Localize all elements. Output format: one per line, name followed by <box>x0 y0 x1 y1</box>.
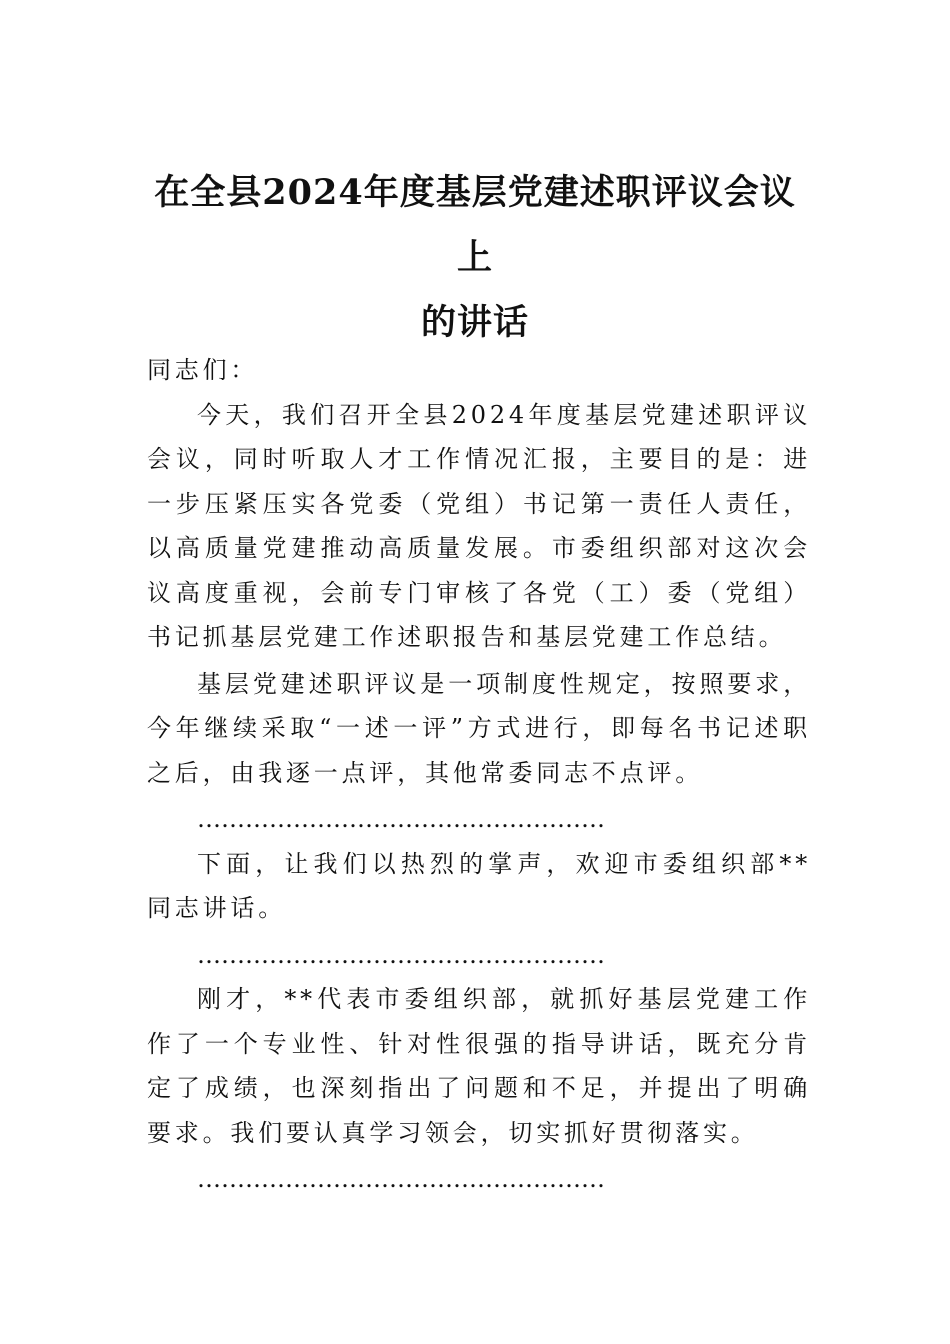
document-title <box>145 160 805 355</box>
document-body <box>147 348 811 1202</box>
title-line-2: 的讲话 <box>420 302 529 343</box>
title-line-1: 在全县2024年度基层党建述职评议会议上 <box>154 172 796 278</box>
greeting: 同志们： <box>147 356 259 384</box>
paragraph-1: 今天，我们召开全县2024年度基层党建述职评议会议，同时听取人才工作情况汇报，主要目的是：进一步压紧压实各党委（党组）书记第一责任人责任，以高质量党建推动高质量发展。市委组织部对这次会议高度重视，会前专门审核了各党（工）委（党组）书记抓基层党建工作述职报告和基层党建工作总结。 <box>147 400 811 651</box>
ellipsis-separator-3: …………………………………………… <box>197 1165 605 1193</box>
ellipsis-separator-1: …………………………………………… <box>197 805 605 833</box>
paragraph-2: 基层党建述职评议是一项制度性规定，按照要求，今年继续采取“一述一评”方式进行，即每名书记述职之后，由我逐一点评，其他常委同志不点评。 <box>147 669 811 787</box>
ellipsis-separator-2: …………………………………………… <box>197 940 605 969</box>
paragraph-3: 下面，让我们以热烈的掌声，欢迎市委组织部**同志讲话。 <box>147 849 811 922</box>
paragraph-4: 刚才，**代表市委组织部，就抓好基层党建工作作了一个专业性、针对性很强的指导讲话，既充分肯定了成绩，也深刻指出了问题和不足，并提出了明确要求。我们要认真学习领会，切实抓好贯彻落实。 <box>147 985 811 1147</box>
